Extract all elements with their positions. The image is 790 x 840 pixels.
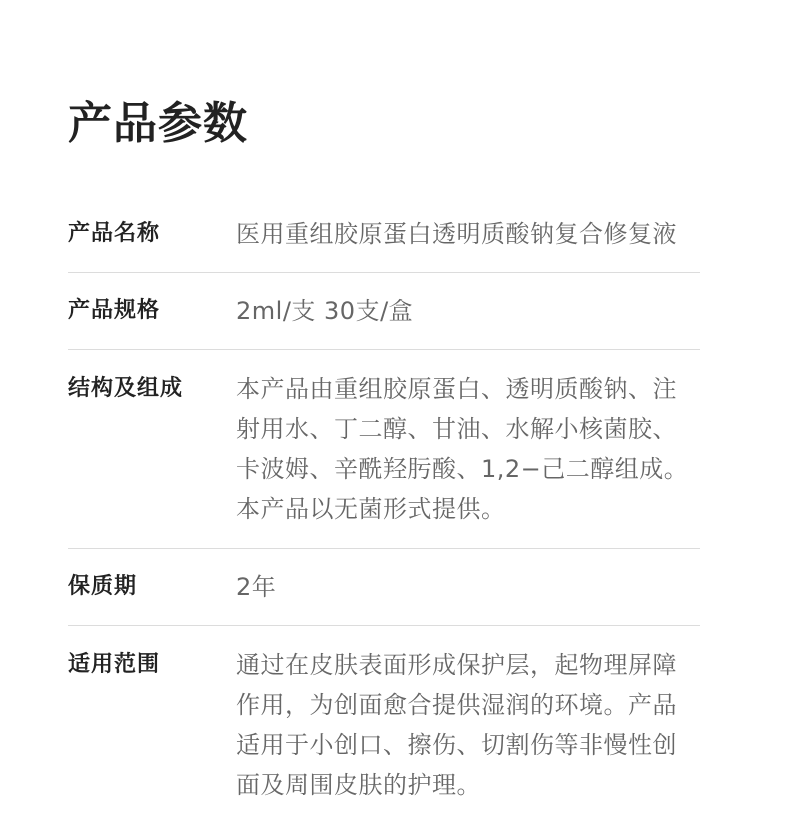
param-label: 产品名称 (68, 221, 161, 246)
param-row-shelf-life (68, 549, 700, 626)
param-value-line: 作用，为创面愈合提供湿润的环境。产品 (236, 691, 677, 719)
param-value-line: 2年 (236, 573, 277, 601)
param-row-product-name (68, 196, 700, 273)
page-title: 产品参数 (68, 98, 248, 149)
param-value-line: 2ml/支 30支/盒 (236, 297, 414, 325)
param-value-line: 本产品以无菌形式提供。 (236, 495, 506, 523)
param-row-composition (68, 350, 700, 549)
param-label: 适用范围 (68, 652, 161, 677)
param-value-line: 适用于小创口、擦伤、切割伤等非慢性创 (236, 731, 677, 759)
param-value (236, 369, 700, 529)
param-label: 产品规格 (68, 298, 161, 323)
param-value-line: 通过在皮肤表面形成保护层，起物理屏障 (236, 651, 677, 679)
param-label: 结构及组成 (68, 376, 184, 401)
param-value-line: 卡波姆、辛酰羟肟酸、1,2−己二醇组成。 (236, 455, 689, 483)
param-label: 保质期 (68, 574, 138, 599)
param-value-line: 射用水、丁二醇、甘油、水解小核菌胶、 (236, 415, 677, 443)
param-value (236, 645, 700, 805)
param-value-line: 本产品由重组胶原蛋白、透明质酸钠、注 (236, 375, 677, 403)
param-value (236, 291, 700, 331)
param-value-line: 面及周围皮肤的护理。 (236, 771, 481, 799)
parameters-table (68, 196, 700, 815)
param-value-line: 医用重组胶原蛋白透明质酸钠复合修复液 (236, 220, 677, 248)
param-value (236, 214, 700, 254)
param-row-scope (68, 626, 700, 815)
param-row-product-spec (68, 273, 700, 350)
param-value (236, 567, 700, 607)
